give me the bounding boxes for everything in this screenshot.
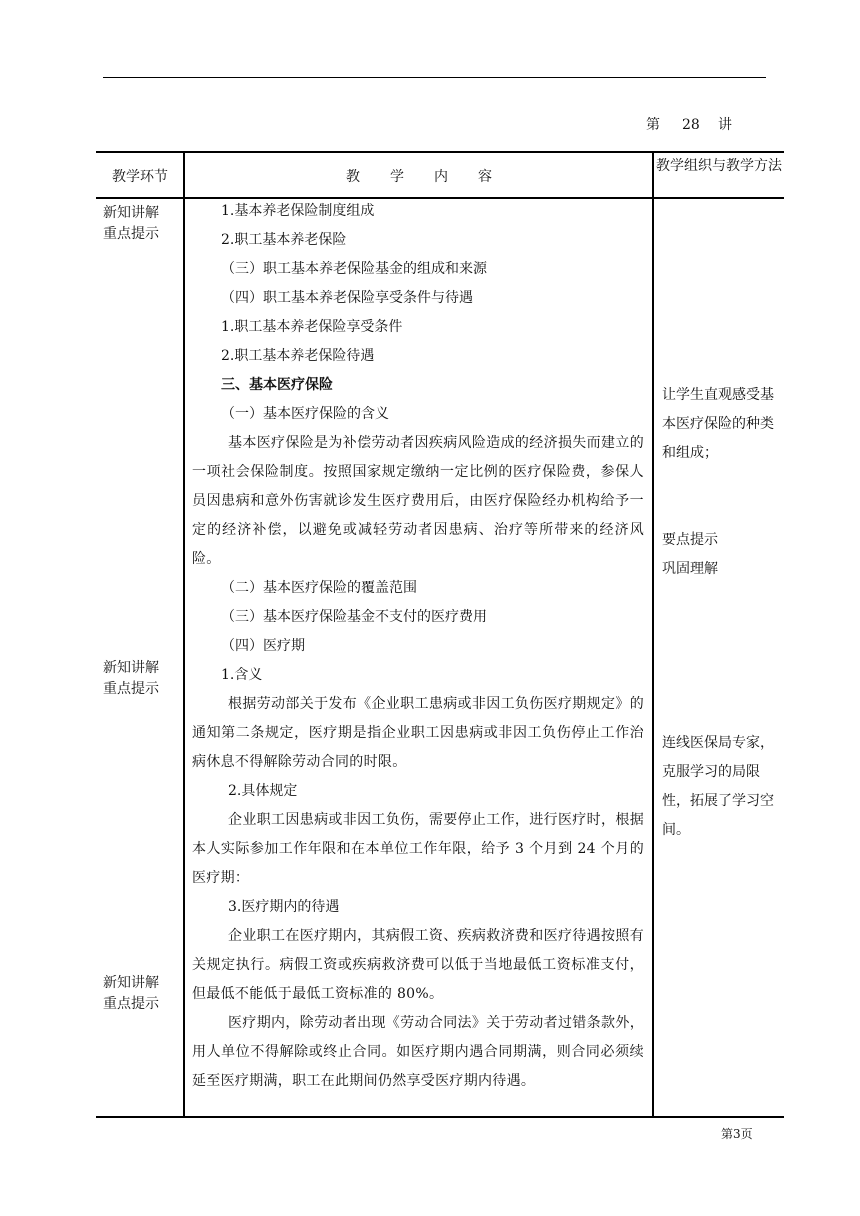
section-label-line2: 重点提示 [103,226,159,242]
content-item: （四）医疗期 [221,638,305,654]
header-teaching-stage: 教学环节 [112,169,168,185]
content-heading: 三、基本医疗保险 [221,377,333,393]
table-top-rule [96,151,784,153]
content-paragraph: 基本医疗保险是为补偿劳动者因疾病风险造成的经济损失而建立的一项社会保险制度。按照国家规定缴纳一定比例的医疗保险费，参保人员因患病和意外伤害就诊发生医疗费用后，由医疗保险经办机构给予一定的经济补偿，以避免或减轻劳动者因患病、治疗等所带来的经济风险。 [192,435,644,567]
method-note: 巩固理解 [662,561,718,577]
lecture-num: 28 [682,117,700,133]
content-item: （三）职工基本养老保险基金的组成和来源 [221,261,487,277]
section-label [103,658,159,700]
page-number: 第3页 [721,1127,753,1141]
section-label [103,203,159,245]
section-label-line2: 重点提示 [103,996,159,1012]
content-item: 2.具体规定 [228,783,298,799]
teaching-content [192,197,644,1096]
table-col-divider-2 [652,151,654,1118]
lecture-suffix: 讲 [718,117,732,133]
lecture-number [646,114,732,134]
section-label [103,973,159,1015]
content-item: （二）基本医疗保险的覆盖范围 [221,580,417,596]
content-item: 1.基本养老保险制度组成 [221,203,375,219]
content-item: 1.含义 [221,667,263,683]
header-teaching-content: 教学内容 [346,169,522,185]
content-paragraph: 企业职工在医疗期内，其病假工资、疾病救济费和医疗待遇按照有关规定执行。病假工资或疾病救济费可以低于当地最低工资标准支付，但最低不能低于最低工资标准的 80%。 [192,928,644,1002]
section-label-line2: 重点提示 [103,681,159,697]
method-note: 连线医保局专家，克服学习的局限性，拓展了学习空间。 [662,735,774,838]
section-label-line1: 新知讲解 [103,205,159,221]
content-paragraph: 根据劳动部关于发布《企业职工患病或非因工负伤医疗期规定》的通知第二条规定，医疗期是指企业职工因患病或非因工负伤停止工作治病休息不得解除劳动合同的时限。 [192,696,644,770]
content-item: （四）职工基本养老保险享受条件与待遇 [221,290,473,306]
section-label-line1: 新知讲解 [103,975,159,991]
content-paragraph: 企业职工因患病或非因工负伤，需要停止工作，进行医疗时，根据本人实际参加工作年限和在本单位工作年限，给予 3 个月到 24 个月的医疗期： [192,812,644,886]
content-item: 3.医疗期内的待遇 [228,899,340,915]
table-bottom-rule [96,1116,784,1118]
content-item: 2.职工基本养老保险 [221,232,347,248]
section-label-line1: 新知讲解 [103,660,159,676]
content-item: （一）基本医疗保险的含义 [221,406,389,422]
method-note: 要点提示 [662,532,718,548]
content-item: 2.职工基本养老保险待遇 [221,348,375,364]
content-paragraph: 医疗期内，除劳动者出现《劳动合同法》关于劳动者过错条款外，用人单位不得解除或终止合同。如医疗期内遇合同期满，则合同必须续延至医疗期满，职工在此期间仍然享受医疗期内待遇。 [192,1015,644,1089]
header-teaching-method: 教学组织与教学方法 [656,158,782,174]
lecture-prefix: 第 [646,117,660,133]
table-col-divider-1 [183,151,185,1118]
method-note: 让学生直观感受基本医疗保险的种类和组成； [662,387,774,461]
content-item: （三）基本医疗保险基金不支付的医疗费用 [221,609,487,625]
content-item: 1.职工基本养老保险享受条件 [221,319,403,335]
header-rule [103,77,766,78]
